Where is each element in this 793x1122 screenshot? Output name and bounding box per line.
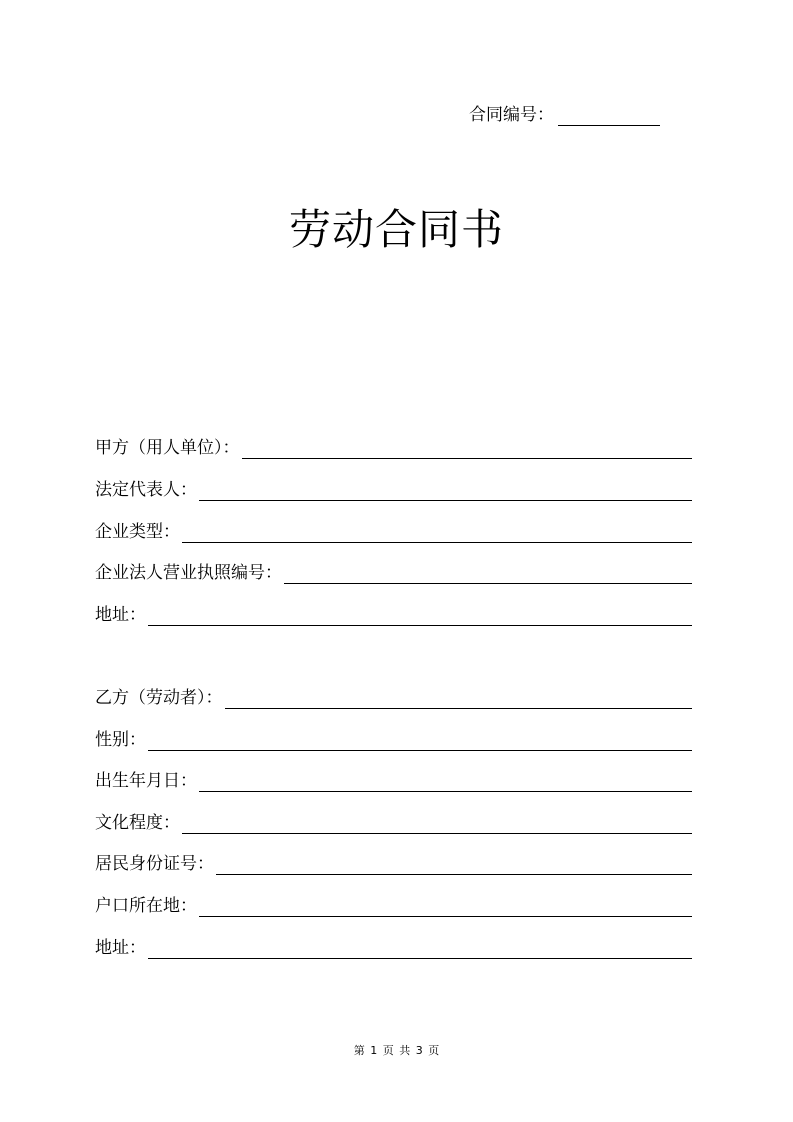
party-b-address-label: 地址：	[95, 938, 146, 958]
id-number-row	[95, 853, 692, 875]
party-a-address-row	[95, 604, 692, 626]
party-a-address-field[interactable]	[148, 605, 692, 626]
birth-date-field[interactable]	[199, 771, 692, 792]
id-number-field[interactable]	[216, 854, 692, 875]
party-a-name-label: 甲方（用人单位）：	[95, 438, 240, 458]
party-b-address-row	[95, 937, 692, 959]
gender-row	[95, 729, 692, 751]
birth-date-label: 出生年月日：	[95, 771, 197, 791]
party-b-name-label: 乙方（劳动者）：	[95, 688, 223, 708]
legal-representative-field[interactable]	[199, 480, 692, 501]
contract-number-field[interactable]	[558, 105, 660, 126]
household-registration-label: 户口所在地：	[95, 896, 197, 916]
education-row	[95, 812, 692, 834]
id-number-label: 居民身份证号：	[95, 854, 214, 874]
party-b-address-field[interactable]	[148, 938, 692, 959]
birth-date-row	[95, 770, 692, 792]
legal-representative-label: 法定代表人：	[95, 480, 197, 500]
party-b-name-field[interactable]	[225, 688, 693, 709]
enterprise-type-row	[95, 521, 692, 543]
education-field[interactable]	[182, 813, 692, 834]
legal-representative-row	[95, 479, 692, 501]
education-label: 文化程度：	[95, 813, 180, 833]
party-a-address-label: 地址：	[95, 605, 146, 625]
enterprise-type-field[interactable]	[182, 522, 692, 543]
contract-number	[469, 104, 660, 126]
gender-field[interactable]	[148, 730, 692, 751]
enterprise-type-label: 企业类型：	[95, 522, 180, 542]
party-b-name-row	[95, 687, 692, 709]
party-a-name-row	[95, 437, 692, 459]
gender-label: 性别：	[95, 730, 146, 750]
business-license-row	[95, 562, 692, 584]
document-title: 劳动合同书	[288, 205, 504, 254]
household-registration-row	[95, 895, 692, 917]
page-number: 第 1 页 共 3 页	[353, 1044, 440, 1057]
household-registration-field[interactable]	[199, 896, 692, 917]
contract-number-label: 合同编号：	[469, 105, 554, 125]
party-a-name-field[interactable]	[242, 438, 693, 459]
business-license-label: 企业法人营业执照编号：	[95, 563, 282, 583]
business-license-field[interactable]	[284, 563, 692, 584]
